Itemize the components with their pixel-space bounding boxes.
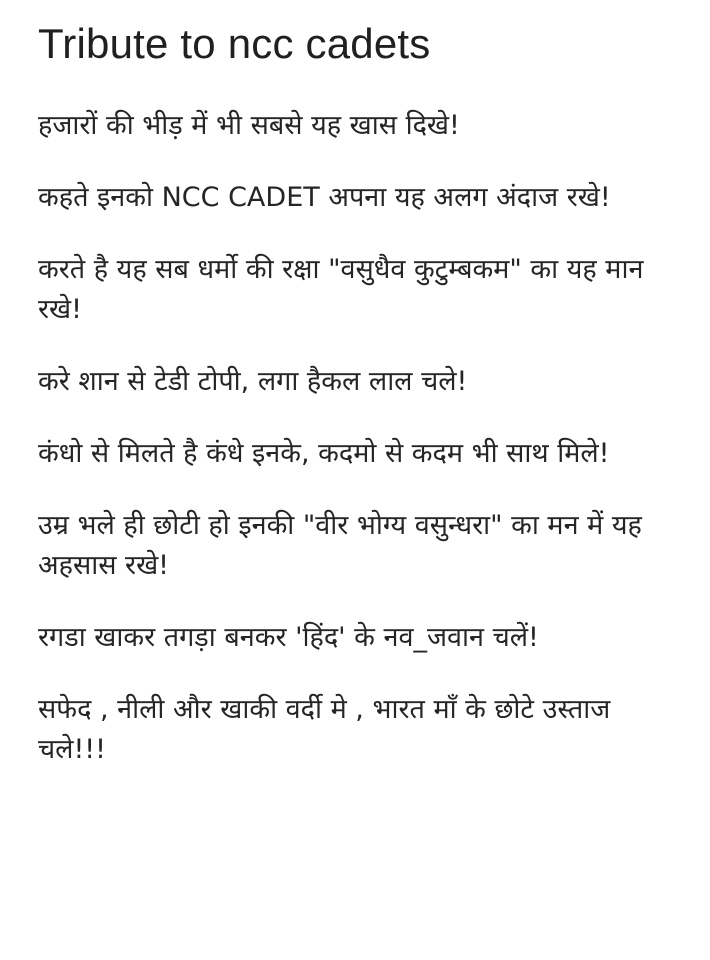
poem-verse-3: करते है यह सब धर्मो की रक्षा "वसुधैव कुटुम्बकम" का यह मान रखे!: [38, 254, 644, 325]
poem-verse-8: सफेद , नीली और खाकी वर्दी मे , भारत माँ के छोटे उस्ताज चले!!!: [38, 694, 611, 765]
poem-verse-2: कहते इनको NCC CADET अपना यह अलग अंदाज रखे!: [38, 182, 611, 213]
poem-verse-6: उम्र भले ही छोटी हो इनकी "वीर भोग्य वसुन्धरा" का मन में यह अहसास रखे!: [38, 510, 642, 581]
poem-verse-4: करे शान से टेडी टोपी, लगा हैकल लाल चले!: [38, 366, 468, 397]
poem-verse-7: रगडा खाकर तगड़ा बनकर 'हिंद' के नव_जवान चलें!: [38, 622, 539, 653]
poem-verse-1: हजारों की भीड़ में भी सबसे यह खास दिखे!: [38, 110, 460, 141]
note-title: Tribute to ncc cadets: [38, 20, 431, 67]
note-content: [38, 18, 674, 770]
poem-body: [38, 106, 674, 770]
poem-verse-5: कंधो से मिलते है कंधे इनके, कदमो से कदम भी साथ मिले!: [38, 438, 610, 469]
